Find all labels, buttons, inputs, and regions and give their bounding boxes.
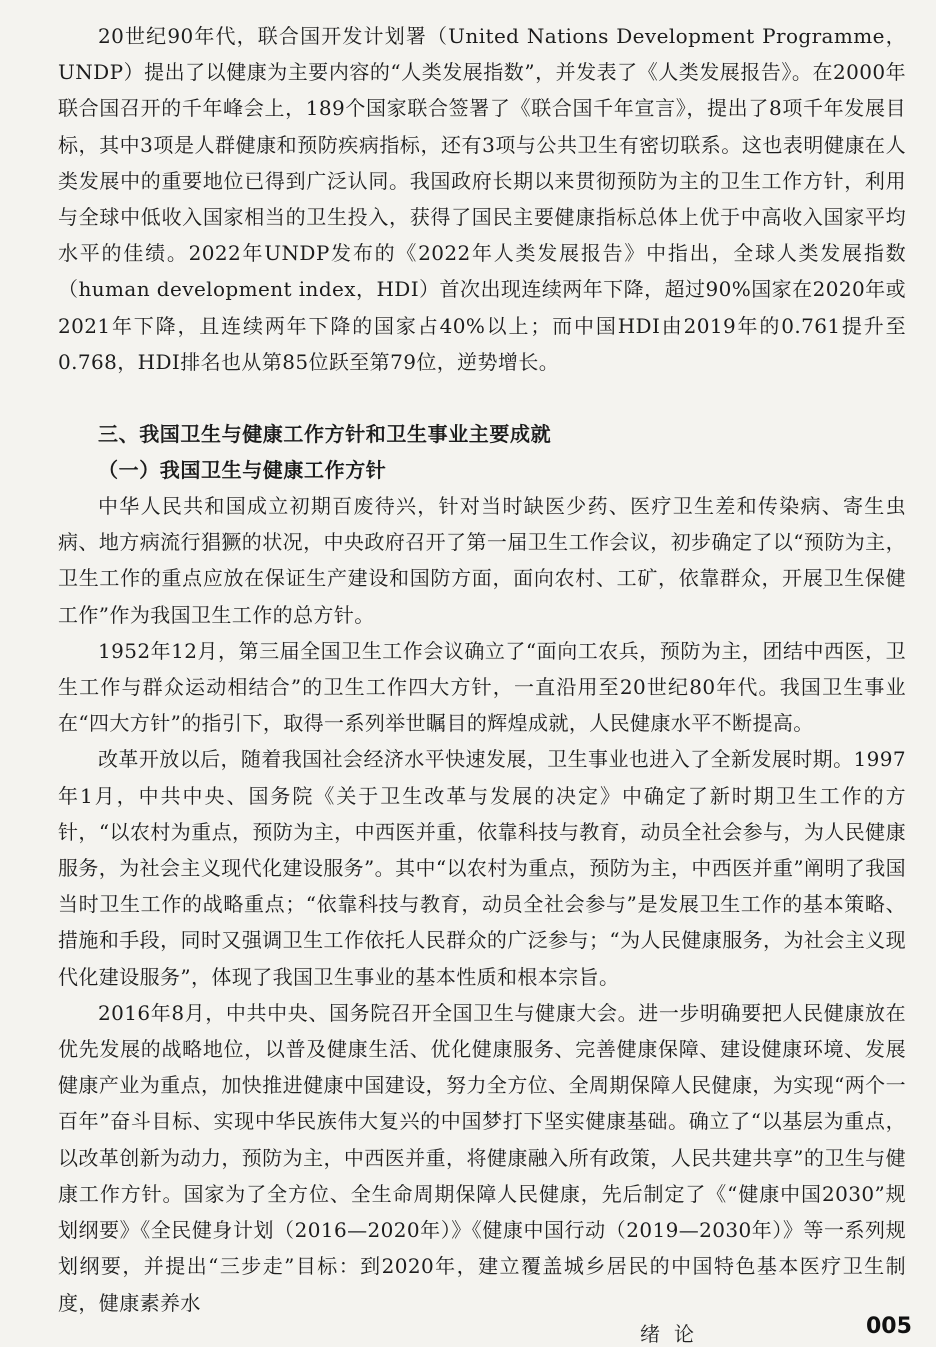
running-title: 绪论 <box>640 1322 708 1346</box>
section-heading: 三、我国卫生与健康工作方针和卫生事业主要成就 <box>98 422 552 447</box>
body-paragraph-4: 2016年8月，中共中央、国务院召开全国卫生与健康大会。进一步明确要把人民健康放在优先发展的战略地位，以普及健康生活、优化健康服务、完善健康保障、建设健康环境、发展健康产业为重点，加快推进健康中国建设，努力全方位、全周期保障人民健康，为实现“两个一百年”奋斗目标、实现中华民族伟大复兴的中国梦打下坚实健康基础。确立了“以基层为重点，以改革创新为动力，预防为主，中西医并重，将健康融入所有政策，人民共建共享”的卫生与健康工作方针。国家为了全方位、全生命周期保障人民健康，先后制定了《“健康中国2030”规划纲要》《全民健身计划（2016—2020年）》《健康中国行动（2019—2030年）》等一系列规划纲要，并提出“三步走”目标：到2020年，建立覆盖城乡居民的中国特色基本医疗卫生制度，健康素养水 <box>58 1000 906 1315</box>
page-body <box>58 18 906 1321</box>
intro-paragraph: 20世纪90年代，联合国开发计划署（United Nations Development Programme，UNDP）提出了以健康为主要内容的“人类发展指数”，并发表了《人类发展报告》。在2000年联合国召开的千年峰会上，189个国家联合签署了《联合国千年宣言》，提出了8项千年发展目标，其中3项是人群健康和预防疾病指标，还有3项与公共卫生有密切联系。这也表明健康在人类发展中的重要地位已得到广泛认同。我国政府长期以来贯彻预防为主的卫生工作方针，利用与全球中低收入国家相当的卫生投入，获得了国民主要健康指标总体上优于中高收入国家平均水平的佳绩。2022年UNDP发布的《2022年人类发展报告》中指出，全球人类发展指数（human development index，HDI）首次出现连续两年下降，超过90%国家在2020年或2021年下降，且连续两年下降的国家占40%以上；而中国HDI由2019年的0.761提升至0.768，HDI排名也从第85位跃至第79位，逆势增长。 <box>58 24 906 374</box>
body-paragraph-2: 1952年12月，第三届全国卫生工作会议确立了“面向工农兵，预防为主，团结中西医，卫生工作与群众运动相结合”的卫生工作四大方针，一直沿用至20世纪80年代。我国卫生事业在“四大方针”的指引下，取得一系列举世瞩目的辉煌成就，人民健康水平不断提高。 <box>58 638 906 736</box>
body-paragraph-1: 中华人民共和国成立初期百废待兴，针对当时缺医少药、医疗卫生差和传染病、寄生虫病、地方病流行猖獗的状况，中央政府召开了第一届卫生工作会议，初步确定了以“预防为主，卫生工作的重点应放在保证生产建设和国防方面，面向农村、工矿，依靠群众，开展卫生保健工作”作为我国卫生工作的总方针。 <box>58 494 906 627</box>
body-paragraph-3: 改革开放以后，随着我国社会经济水平快速发展，卫生事业也进入了全新发展时期。1997年1月，中共中央、国务院《关于卫生改革与发展的决定》中确定了新时期卫生工作的方针，“以农村为重点，预防为主，中西医并重，依靠科技与教育，动员全社会参与，为人民健康服务，为社会主义现代化建设服务”。其中“以农村为重点，预防为主，中西医并重”阐明了我国当时卫生工作的战略重点；“依靠科技与教育，动员全社会参与”是发展卫生工作的基本策略、措施和手段，同时又强调卫生工作依托人民群众的广泛参与；“为人民健康服务，为社会主义现代化建设服务”，体现了我国卫生事业的基本性质和根本宗旨。 <box>58 747 906 989</box>
page-number: 005 <box>866 1314 912 1339</box>
subsection-heading: （一）我国卫生与健康工作方针 <box>98 458 387 483</box>
